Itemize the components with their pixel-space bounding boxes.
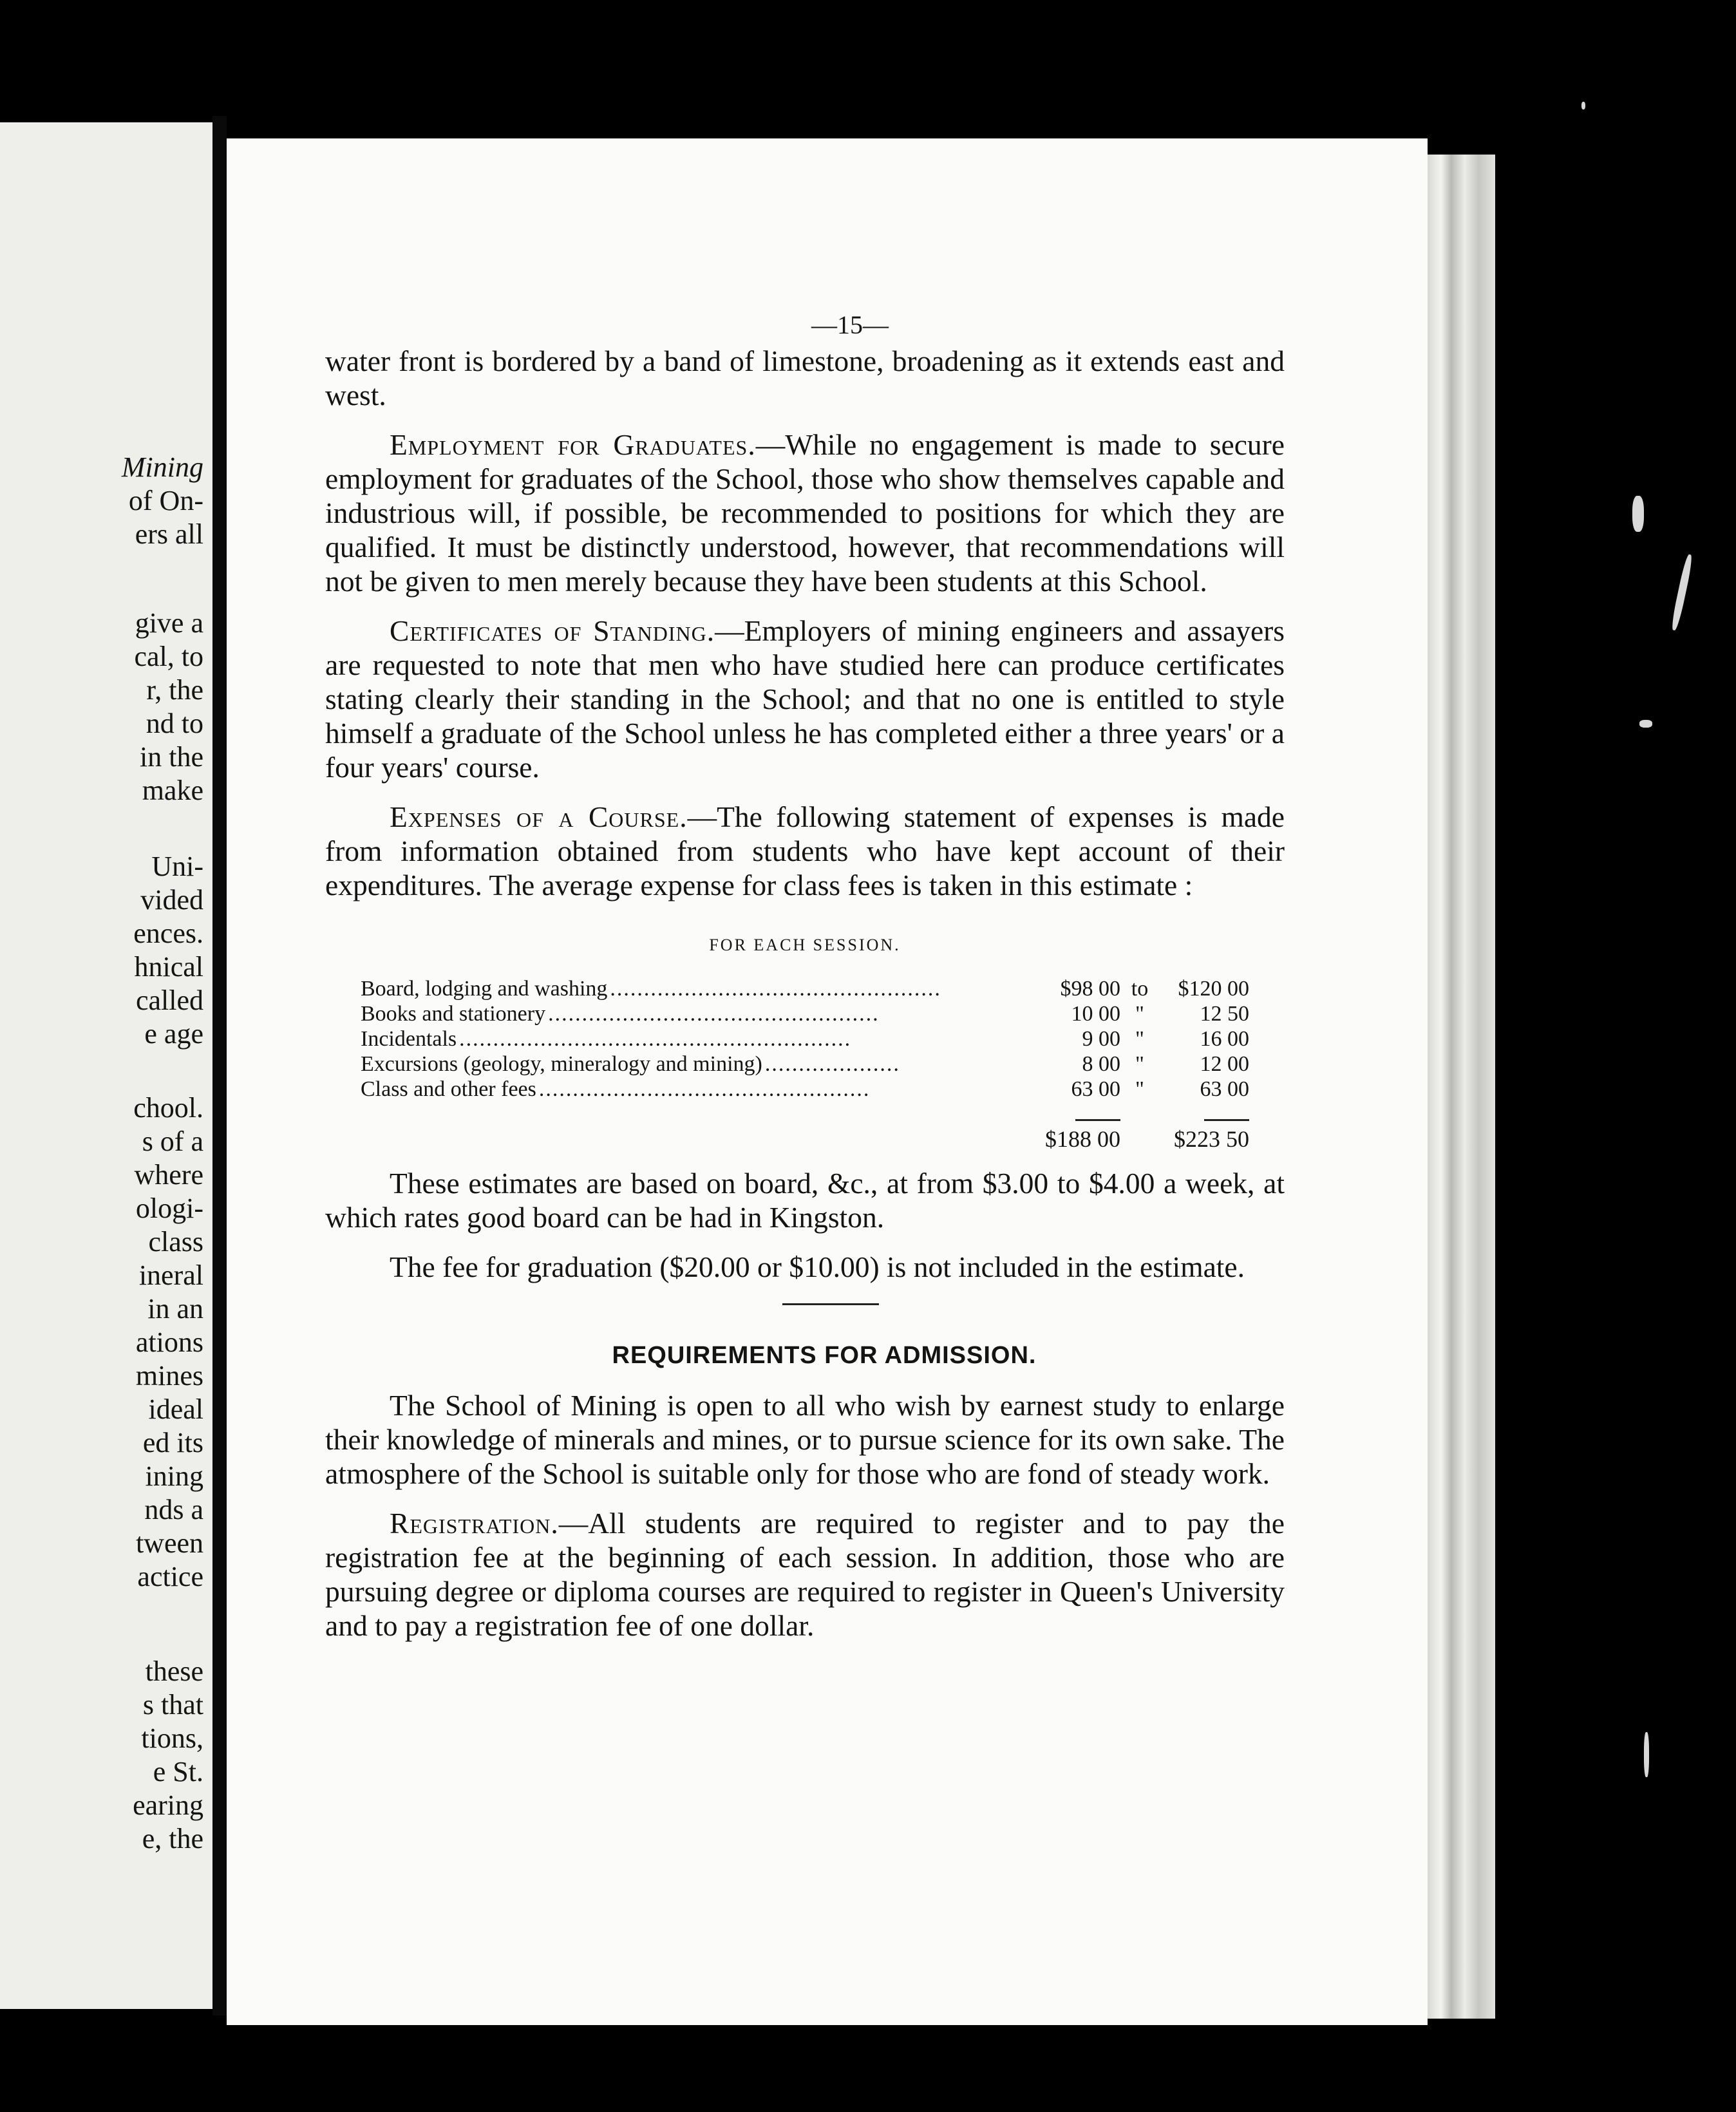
table-row: Books and stationery ................................................. 10 00 " 12 50 bbox=[361, 1002, 1249, 1026]
left-page-line: cal, to bbox=[134, 641, 203, 672]
total-high: $223 50 bbox=[1174, 1126, 1249, 1152]
left-page-line: chool. bbox=[133, 1092, 203, 1124]
left-page-line: vided bbox=[140, 884, 203, 916]
registration-heading: Registration. bbox=[390, 1507, 559, 1540]
dust-speck bbox=[1639, 720, 1652, 728]
estimates-paragraph: These estimates are based on board, &c., at from $3.00 to $4.00 a week, at which rates good board can be had in Kingston. bbox=[325, 1167, 1285, 1234]
expense-low: $98 00 bbox=[1060, 977, 1120, 1001]
sum-rule bbox=[1204, 1119, 1249, 1121]
left-page-line: nd to bbox=[146, 708, 203, 739]
left-page-line: nds a bbox=[144, 1494, 203, 1525]
left-page-line: in the bbox=[140, 741, 203, 773]
requirements-heading: REQUIREMENTS FOR ADMISSION. bbox=[612, 1342, 1037, 1369]
expense-label: Books and stationery bbox=[361, 1002, 548, 1026]
employment-heading: Employment for Graduates. bbox=[390, 428, 756, 461]
expense-low: 10 00 bbox=[1071, 1002, 1120, 1026]
expense-label: Class and other fees bbox=[361, 1077, 539, 1101]
expense-label: Excursions (geology, mineralogy and mining) bbox=[361, 1052, 765, 1076]
left-page-line: e age bbox=[144, 1018, 203, 1050]
left-page-line: ining bbox=[145, 1460, 203, 1492]
left-page-line: mines bbox=[135, 1360, 203, 1391]
dust-speck bbox=[1670, 554, 1694, 631]
registration-body: —All students are required to register and to pay the registration fee at the beginning of each session. In addition, those who are pursuing degree or diploma courses are required to register in Queen's University and to pay a registration fee of one dollar. bbox=[325, 1507, 1285, 1642]
expense-separator: to bbox=[1131, 977, 1149, 1001]
left-page-line: ers all bbox=[135, 518, 203, 550]
certificates-body: —Employers of mining engineers and assayers are requested to note that men who have studied here can produce certificates stating clearly their standing in the School; and that no one is entitled to style himself a graduate of the School unless he has completed either a three years' or a four years' course. bbox=[325, 614, 1285, 784]
expense-low: 8 00 bbox=[1082, 1052, 1120, 1076]
intro-paragraph: water front is bordered by a band of limestone, broadening as it extends east and west. bbox=[325, 344, 1285, 411]
left-page-line: e, the bbox=[142, 1823, 203, 1854]
registration-paragraph bbox=[325, 1506, 1285, 1643]
page-number: —15— bbox=[811, 310, 889, 339]
left-page-line: Uni- bbox=[151, 851, 203, 882]
left-page-line: in an bbox=[147, 1293, 203, 1325]
certificates-heading: Certificates of Standing. bbox=[390, 614, 715, 647]
dust-speck bbox=[1581, 102, 1585, 109]
left-page-line: s that bbox=[142, 1689, 203, 1721]
expense-separator: " bbox=[1135, 1027, 1144, 1051]
expense-low: 63 00 bbox=[1071, 1077, 1120, 1101]
expense-label: Incidentals bbox=[361, 1027, 459, 1051]
expense-separator: " bbox=[1135, 1002, 1144, 1026]
left-page-line: where bbox=[134, 1159, 203, 1191]
left-page-line: earing bbox=[133, 1789, 203, 1821]
graduation-fee-paragraph: The fee for graduation ($20.00 or $10.00) is not included in the estimate. bbox=[390, 1250, 1245, 1283]
left-page-line: ations bbox=[135, 1326, 203, 1358]
page-content bbox=[325, 310, 1285, 1658]
expense-separator: " bbox=[1135, 1077, 1144, 1101]
sum-rule-row bbox=[361, 1102, 1249, 1127]
left-page-line: ed its bbox=[142, 1427, 203, 1458]
table-row: Excursions (geology, mineralogy and mining) .................... 8 00 " 12 00 bbox=[361, 1052, 1249, 1076]
left-page-line: ideal bbox=[148, 1393, 203, 1425]
employment-body: —While no engagement is made to secure employment for graduates of the School, those who show themselves capable and industrious will, if possible, be recommended to positions for which they are qualified. It must be distinctly understood, however, that recommendations will not be given to men merely because they have been students at this School. bbox=[325, 428, 1285, 598]
left-page-line: make bbox=[142, 775, 203, 806]
expense-high: 63 00 bbox=[1200, 1077, 1249, 1101]
total-low: $188 00 bbox=[1045, 1126, 1120, 1152]
table-row: Board, lodging and washing ................................................. $98 00 to $120 00 bbox=[361, 977, 1249, 1001]
expense-label: Board, lodging and washing bbox=[361, 977, 610, 1001]
left-page-line: r, the bbox=[146, 674, 203, 706]
left-page-line: class bbox=[148, 1226, 203, 1258]
expenses-body: —The following statement of expenses is made from information obtained from students who have kept account of their expenditures. The average expense for class fees is taken in this estimate : bbox=[325, 800, 1285, 901]
left-page-line: actice bbox=[137, 1561, 203, 1592]
certificates-paragraph bbox=[325, 614, 1285, 784]
left-page-line: ineral bbox=[138, 1259, 203, 1291]
left-page-line: tween bbox=[135, 1527, 203, 1559]
left-page-line: Mining bbox=[121, 451, 203, 483]
expense-high: 12 50 bbox=[1200, 1002, 1249, 1026]
left-page-line: tions, bbox=[141, 1722, 203, 1754]
page-edges bbox=[1428, 155, 1495, 2019]
expense-separator: " bbox=[1135, 1052, 1144, 1076]
left-page-line: of On- bbox=[128, 485, 203, 516]
sum-rule bbox=[1075, 1119, 1120, 1121]
expense-table bbox=[361, 976, 1249, 1152]
dust-speck bbox=[1644, 1732, 1649, 1777]
expense-high: 16 00 bbox=[1200, 1027, 1249, 1051]
employment-paragraph bbox=[325, 428, 1285, 598]
dust-speck bbox=[1632, 496, 1644, 532]
section-divider bbox=[782, 1303, 879, 1305]
left-page-line: hnical bbox=[134, 951, 203, 983]
expenses-table-title: FOR EACH SESSION. bbox=[709, 936, 901, 954]
left-page-line: called bbox=[135, 985, 203, 1016]
expenses-heading: Expenses of a Course. bbox=[390, 800, 688, 833]
total-row bbox=[361, 1127, 1249, 1152]
previous-page-fragment bbox=[0, 122, 212, 2009]
requirements-paragraph: The School of Mining is open to all who wish by earnest study to enlarge their knowledge of minerals and mines, or to pursue science for its own sake. The atmosphere of the School is suitable only for those who are fond of steady work. bbox=[325, 1389, 1285, 1490]
left-page-line: ologi- bbox=[135, 1193, 203, 1224]
left-page-line: give a bbox=[135, 607, 203, 639]
left-page-line: e St. bbox=[153, 1756, 203, 1787]
expenses-paragraph bbox=[325, 800, 1285, 902]
left-page-line: ences. bbox=[133, 918, 203, 949]
left-page-line: s of a bbox=[142, 1126, 203, 1157]
expense-high: 12 00 bbox=[1200, 1052, 1249, 1076]
expense-low: 9 00 bbox=[1082, 1027, 1120, 1051]
book-gutter bbox=[212, 116, 227, 2015]
table-row: Class and other fees ................................................. 63 00 " 63 00 bbox=[361, 1077, 1249, 1101]
expense-high: $120 00 bbox=[1178, 977, 1249, 1001]
left-page-line: these bbox=[145, 1655, 203, 1687]
table-row: Incidentals .......................................................... 9 00 " 16 00 bbox=[361, 1027, 1249, 1051]
